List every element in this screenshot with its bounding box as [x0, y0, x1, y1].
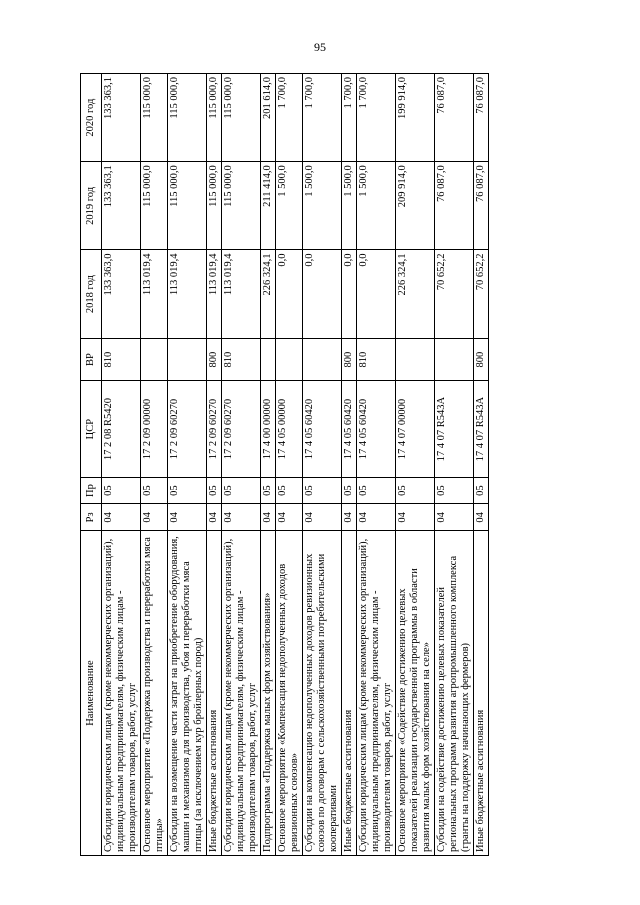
cell-2019: 1 500,0: [276, 162, 303, 250]
cell-pr: 05: [342, 477, 357, 504]
cell-2018: 113 019,4: [141, 250, 168, 338]
cell-rz: 04: [261, 504, 276, 531]
budget-table: [80, 73, 489, 856]
header-2020: 2020 год: [81, 74, 102, 162]
cell-pr: 05: [276, 477, 303, 504]
cell-2018: 113 019,4: [168, 250, 207, 338]
header-2019: 2019 год: [81, 162, 102, 250]
table-row: [141, 74, 168, 856]
cell-2018: 70 652,2: [435, 250, 474, 338]
cell-pr: 05: [303, 477, 342, 504]
cell-name: Иные бюджетные ассигнования: [342, 531, 357, 856]
cell-name: Иные бюджетные ассигнования: [474, 531, 489, 856]
cell-2018: 226 324,1: [261, 250, 276, 338]
cell-2019: 133 363,1: [102, 162, 141, 250]
cell-2019: 115 000,0: [141, 162, 168, 250]
cell-vr: 810: [222, 338, 261, 381]
header-rz: Рз: [81, 504, 102, 531]
cell-2019: 115 000,0: [207, 162, 222, 250]
cell-rz: 04: [303, 504, 342, 531]
table-row: [276, 74, 303, 856]
table-row: [342, 74, 357, 856]
table-row: [207, 74, 222, 856]
table-row: [474, 74, 489, 856]
rotated-table-wrapper: [80, 73, 557, 856]
table-row: [357, 74, 396, 856]
cell-name: Субсидии на компенсацию недополученных доходов ревизионных союзов по договорам с сельскохозяйственными потребительскими кооперативами: [303, 531, 342, 856]
header-csr: ЦСР: [81, 381, 102, 477]
cell-2020: 201 614,0: [261, 74, 276, 162]
cell-2018: 113 019,4: [222, 250, 261, 338]
cell-pr: 05: [261, 477, 276, 504]
cell-pr: 05: [222, 477, 261, 504]
cell-2019: 211 414,0: [261, 162, 276, 250]
cell-vr: [168, 338, 207, 381]
cell-2018: 133 363,0: [102, 250, 141, 338]
cell-vr: [435, 338, 474, 381]
cell-pr: 05: [474, 477, 489, 504]
table-row: [396, 74, 435, 856]
cell-2019: 1 500,0: [357, 162, 396, 250]
cell-vr: [261, 338, 276, 381]
cell-2020: 1 700,0: [357, 74, 396, 162]
cell-csr: 17 4 00 00000: [261, 381, 276, 477]
cell-pr: 05: [207, 477, 222, 504]
cell-2018: 226 324,1: [396, 250, 435, 338]
cell-vr: 810: [357, 338, 396, 381]
cell-2020: 115 000,0: [222, 74, 261, 162]
cell-vr: [303, 338, 342, 381]
cell-2020: 1 700,0: [303, 74, 342, 162]
cell-2020: 76 087,0: [474, 74, 489, 162]
table-row: [435, 74, 474, 856]
cell-name: Основное мероприятие «Компенсация недополученных доходов ревизионных союзов»: [276, 531, 303, 856]
cell-2019: 76 087,0: [474, 162, 489, 250]
cell-2020: 1 700,0: [276, 74, 303, 162]
cell-name: Подпрограмма «Поддержка малых форм хозяйствования»: [261, 531, 276, 856]
cell-csr: 17 4 05 60420: [357, 381, 396, 477]
cell-rz: 04: [357, 504, 396, 531]
cell-csr: 17 4 05 60420: [303, 381, 342, 477]
cell-name: Субсидии юридическим лицам (кроме некоммерческих организаций), индивидуальным предпринимателям, физическим лицам - производителям товаров, работ, услуг: [222, 531, 261, 856]
cell-csr: 17 4 07 00000: [396, 381, 435, 477]
cell-2018: 0,0: [303, 250, 342, 338]
cell-name: Субсидии на возмещение части затрат на приобретение оборудования, машин и механизмов для производства, убоя и переработки мяса птицы (за исключением кур бройлерных пород): [168, 531, 207, 856]
cell-2019: 1 500,0: [303, 162, 342, 250]
cell-rz: 04: [276, 504, 303, 531]
header-name: Наименование: [81, 531, 102, 856]
cell-pr: 05: [357, 477, 396, 504]
cell-2019: 115 000,0: [222, 162, 261, 250]
cell-rz: 04: [168, 504, 207, 531]
cell-csr: 17 4 05 60420: [342, 381, 357, 477]
cell-csr: 17 2 08 R5420: [102, 381, 141, 477]
cell-2019: 115 000,0: [168, 162, 207, 250]
table-row: [168, 74, 207, 856]
cell-2019: 1 500,0: [342, 162, 357, 250]
cell-vr: 800: [474, 338, 489, 381]
cell-csr: 17 4 07 R543A: [474, 381, 489, 477]
cell-rz: 04: [207, 504, 222, 531]
cell-vr: [276, 338, 303, 381]
cell-vr: 800: [207, 338, 222, 381]
cell-2020: 115 000,0: [141, 74, 168, 162]
header-row: [81, 74, 102, 856]
cell-csr: 17 4 07 R543A: [435, 381, 474, 477]
cell-rz: 04: [396, 504, 435, 531]
cell-2018: 0,0: [276, 250, 303, 338]
cell-pr: 05: [435, 477, 474, 504]
cell-name: Субсидии на содействие достижению целевых показателей региональных программ развития агропромышленного комплекса (гранты на поддержку начинающих фермеров): [435, 531, 474, 856]
cell-rz: 04: [102, 504, 141, 531]
page-number: 95: [314, 40, 326, 54]
cell-pr: 05: [396, 477, 435, 504]
cell-name: Иные бюджетные ассигнования: [207, 531, 222, 856]
cell-pr: 05: [102, 477, 141, 504]
table-row: [303, 74, 342, 856]
cell-vr: [396, 338, 435, 381]
cell-rz: 04: [342, 504, 357, 531]
cell-vr: 800: [342, 338, 357, 381]
cell-2019: 209 914,0: [396, 162, 435, 250]
cell-2020: 115 000,0: [168, 74, 207, 162]
cell-2018: 113 019,4: [207, 250, 222, 338]
header-vr: ВР: [81, 338, 102, 381]
cell-name: Субсидии юридическим лицам (кроме некоммерческих организаций), индивидуальным предпринимателям, физическим лицам - производителям товаров, работ, услуг: [357, 531, 396, 856]
cell-2020: 1 700,0: [342, 74, 357, 162]
cell-2019: 76 087,0: [435, 162, 474, 250]
cell-csr: 17 2 09 00000: [141, 381, 168, 477]
cell-2018: 0,0: [342, 250, 357, 338]
cell-pr: 05: [141, 477, 168, 504]
cell-2020: 115 000,0: [207, 74, 222, 162]
table-row: [261, 74, 276, 856]
cell-vr: [141, 338, 168, 381]
cell-rz: 04: [435, 504, 474, 531]
cell-csr: 17 4 05 00000: [276, 381, 303, 477]
cell-rz: 04: [141, 504, 168, 531]
cell-rz: 04: [222, 504, 261, 531]
cell-csr: 17 2 09 60270: [222, 381, 261, 477]
cell-csr: 17 2 09 60270: [168, 381, 207, 477]
table-row: [102, 74, 141, 856]
cell-2020: 76 087,0: [435, 74, 474, 162]
table-row: [222, 74, 261, 856]
cell-csr: 17 2 09 60270: [207, 381, 222, 477]
cell-2020: 199 914,0: [396, 74, 435, 162]
cell-rz: 04: [474, 504, 489, 531]
cell-vr: 810: [102, 338, 141, 381]
cell-2018: 0,0: [357, 250, 396, 338]
header-2018: 2018 год: [81, 250, 102, 338]
cell-name: Субсидии юридическим лицам (кроме некоммерческих организаций), индивидуальным предпринимателям, физическим лицам - производителям товаров, работ, услуг: [102, 531, 141, 856]
cell-2018: 70 652,2: [474, 250, 489, 338]
header-pr: Пр: [81, 477, 102, 504]
cell-name: Основное мероприятие «Поддержка производства и переработки мяса птицы»: [141, 531, 168, 856]
cell-pr: 05: [168, 477, 207, 504]
cell-name: Основное мероприятие «Содействие достижению целевых показателей реализации государственной программы в области развития малых форм хозяйствования на селе»: [396, 531, 435, 856]
cell-2020: 133 363,1: [102, 74, 141, 162]
